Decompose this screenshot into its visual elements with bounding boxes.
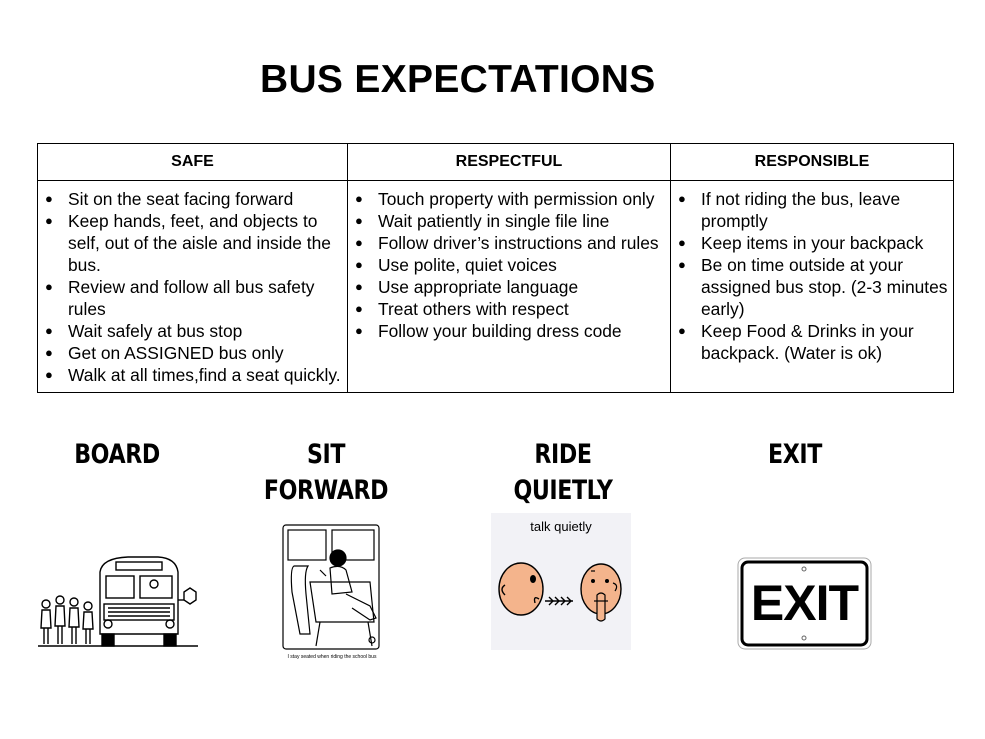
exit-sign [737,557,872,650]
list-item: ● Review and follow all bus safety rules [68,276,343,320]
list-item: ● Treat others with respect [378,298,666,320]
list-item: ● Get on ASSIGNED bus only [68,342,343,364]
respectful-cell [348,181,671,393]
step-ride-line1: RIDE [534,439,592,470]
step-sit-line2: FORWARD [263,475,389,506]
list-item: ● Touch property with permission only [378,188,666,210]
respectful-list [354,188,666,342]
list-item: ● Follow your building dress code [378,320,666,342]
school-bus-icon [38,552,198,652]
header-respectful: RESPECTFUL [348,144,671,181]
list-item: ● Sit on the seat facing forward [68,188,343,210]
list-item: ● Use appropriate language [378,276,666,298]
list-item: ● Keep Food & Drinks in your backpack. (Water is ok) [701,320,949,364]
responsible-cell [671,181,954,393]
step-exit-label: EXIT [768,439,822,470]
talk-quietly-card [491,513,631,650]
list-item: ● If not riding the bus, leave promptly [701,188,949,232]
list-item: ● Keep hands, feet, and objects to self, out of the aisle and inside the bus. [68,210,343,276]
list-item: ● Wait patiently in single file line [378,210,666,232]
list-item: ● Keep items in your backpack [701,232,949,254]
list-item: ● Follow driver’s instructions and rules [378,232,666,254]
seated-child-icon [280,522,384,664]
list-item: ● Be on time outside at your assigned bus stop. (2-3 minutes early) [701,254,949,320]
list-item: ● Use polite, quiet voices [378,254,666,276]
step-sit-forward-heading [260,437,391,509]
step-exit-heading [746,437,844,473]
step-sit-line1: SIT [306,439,346,470]
step-board-heading [68,437,166,473]
step-ride-quietly-heading [497,437,628,509]
sit-forward-illustration [280,522,384,664]
list-item: ● Walk at all times,find a seat quickly. [68,364,343,386]
responsible-list [677,188,949,364]
page-title: BUS EXPECTATIONS [260,58,656,101]
safe-list [44,188,343,386]
school-bus-illustration [38,552,198,652]
expectations-table [37,143,954,393]
sit-forward-caption: I stay seated when riding the school bus [287,654,377,660]
header-responsible: RESPONSIBLE [671,144,954,181]
exit-sign-text: EXIT [750,575,859,631]
step-ride-line2: QUIETLY [513,475,613,506]
step-board-label: BOARD [74,439,160,470]
header-safe: SAFE [38,144,348,181]
list-item: ● Wait safely at bus stop [68,320,343,342]
talk-quietly-caption: talk quietly [530,519,592,534]
safe-cell [38,181,348,393]
